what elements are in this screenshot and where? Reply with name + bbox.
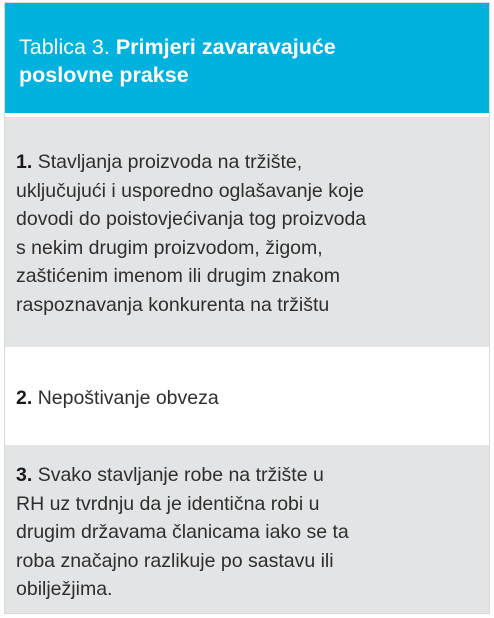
- row-number: 3.: [16, 464, 33, 486]
- table-row: [5, 117, 489, 347]
- row-text: raspoznavanja konkurenta na tržištu: [16, 293, 330, 316]
- row-2-line-1: [16, 384, 479, 413]
- row-text: Stavljanja proizvoda na tržište,: [37, 151, 303, 173]
- row-3-line-1: [16, 461, 479, 490]
- row-text: s nekim drugim proizvodom, žigom,: [16, 236, 323, 259]
- row-text: drugim državama članicama iako se ta: [16, 521, 349, 543]
- row-text: roba značajno razlikuje po sastavu ili: [16, 549, 334, 572]
- examples-table: [4, 2, 490, 614]
- table-title-line-1: [19, 33, 475, 61]
- row-text: dovodi do poistovjećivanja tog proizvoda: [16, 208, 367, 230]
- row-number: 1.: [16, 151, 33, 173]
- table-title-part-1: Primjeri zavaravajuće: [115, 35, 336, 59]
- row-text: zaštićenim imenom ili drugim znakom: [16, 265, 341, 287]
- row-text: RH uz tvrdnju da je identična robi u: [16, 492, 320, 515]
- table-title-part-2: poslovne prakse: [19, 63, 189, 87]
- row-text: Svako stavljanje robe na tržište u: [37, 464, 324, 486]
- row-text: obilježjima.: [16, 578, 113, 600]
- row-text: uključujući i usporedno oglašavanje koje: [16, 179, 364, 202]
- row-1-line-1: [16, 148, 479, 177]
- row-text: Nepoštivanje obveza: [37, 387, 219, 409]
- table-header: [5, 3, 489, 113]
- table-row: [5, 350, 489, 442]
- table-row: [5, 445, 489, 613]
- row-number: 2.: [16, 387, 33, 409]
- table-label: Tablica 3.: [19, 35, 110, 59]
